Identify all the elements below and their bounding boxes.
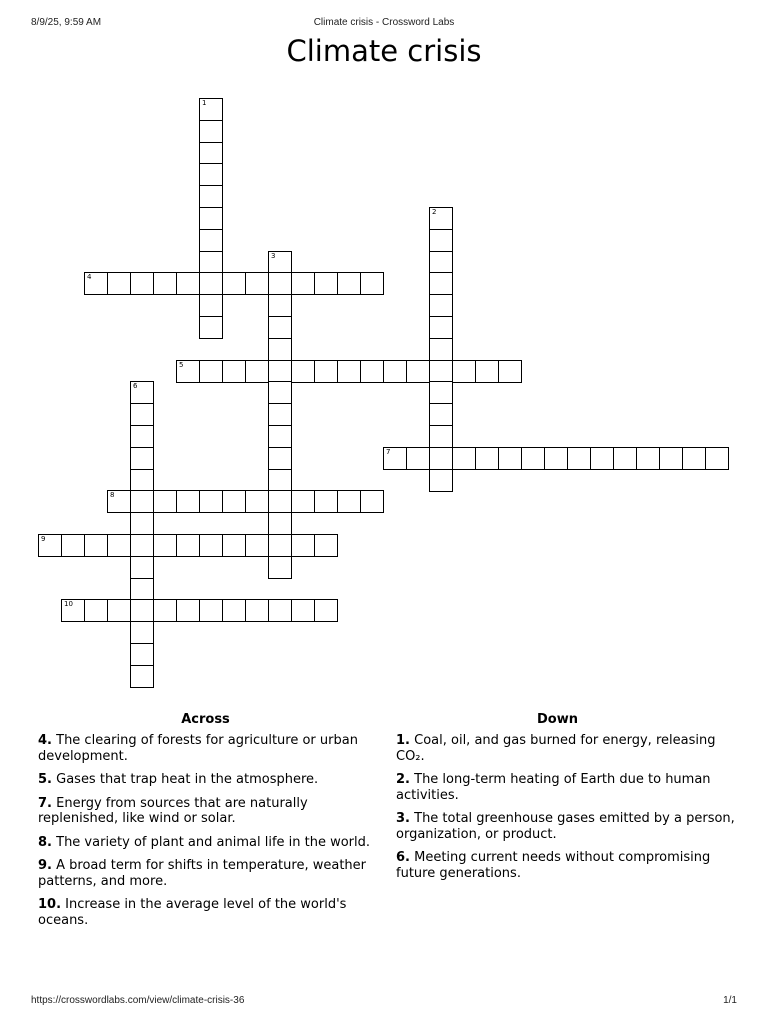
crossword-cell[interactable]	[61, 599, 85, 622]
crossword-cell[interactable]	[268, 512, 292, 535]
crossword-cell[interactable]	[268, 381, 292, 404]
crossword-cell[interactable]	[429, 403, 453, 426]
crossword-cell[interactable]	[176, 360, 200, 383]
crossword-cell[interactable]	[153, 534, 177, 557]
crossword-cell[interactable]	[199, 120, 223, 143]
crossword-cell[interactable]	[107, 599, 131, 622]
crossword-cell[interactable]	[337, 490, 361, 513]
crossword-cell[interactable]	[245, 490, 269, 513]
crossword-cell[interactable]	[130, 403, 154, 426]
crossword-cell[interactable]	[291, 490, 315, 513]
crossword-cell[interactable]	[590, 447, 614, 470]
clue-text: The total greenhouse gases emitted by a person, organization, or product.	[396, 811, 735, 842]
crossword-cell[interactable]	[268, 425, 292, 448]
crossword-cell[interactable]	[268, 272, 292, 295]
crossword-cell[interactable]	[130, 578, 154, 601]
crossword-cell[interactable]	[475, 447, 499, 470]
crossword-cell[interactable]	[291, 534, 315, 557]
crossword-cell[interactable]	[222, 490, 246, 513]
clue-across-8	[38, 835, 373, 851]
crossword-cell[interactable]	[245, 272, 269, 295]
crossword-cell[interactable]	[245, 534, 269, 557]
crossword-cell[interactable]	[130, 272, 154, 295]
crossword-cell[interactable]	[199, 316, 223, 339]
cell-clue-number: 5	[179, 360, 184, 369]
crossword-cell[interactable]	[84, 534, 108, 557]
crossword-cell[interactable]	[268, 447, 292, 470]
crossword-cell[interactable]	[429, 272, 453, 295]
crossword-cell[interactable]	[153, 599, 177, 622]
crossword-cell[interactable]	[636, 447, 660, 470]
crossword-cell[interactable]	[360, 360, 384, 383]
crossword-cell[interactable]	[406, 447, 430, 470]
crossword-cell[interactable]	[613, 447, 637, 470]
print-page-title: Climate crisis - Crossword Labs	[313, 17, 455, 28]
crossword-cell[interactable]	[429, 316, 453, 339]
crossword-cell[interactable]	[199, 490, 223, 513]
crossword-cell[interactable]	[659, 447, 683, 470]
crossword-cell[interactable]	[130, 447, 154, 470]
crossword-cell[interactable]	[199, 534, 223, 557]
clue-text: Meeting current needs without compromising future generations.	[396, 850, 711, 881]
crossword-cell[interactable]	[360, 490, 384, 513]
crossword-cell[interactable]	[268, 490, 292, 513]
crossword-cell[interactable]	[130, 599, 154, 622]
crossword-cell[interactable]	[268, 251, 292, 274]
crossword-cell[interactable]	[199, 185, 223, 208]
crossword-cell[interactable]	[176, 272, 200, 295]
crossword-cell[interactable]	[705, 447, 729, 470]
print-datetime: 8/9/25, 9:59 AM	[31, 17, 102, 28]
clue-across-9	[38, 858, 373, 889]
crossword-cell[interactable]	[429, 338, 453, 361]
crossword-cell[interactable]	[268, 469, 292, 492]
crossword-cell[interactable]	[268, 294, 292, 317]
crossword-cell[interactable]	[199, 272, 223, 295]
clue-down-2	[396, 772, 741, 803]
crossword-cell[interactable]	[199, 207, 223, 230]
crossword-cell[interactable]	[130, 621, 154, 644]
crossword-cell[interactable]	[337, 272, 361, 295]
crossword-cell[interactable]	[521, 447, 545, 470]
crossword-cell[interactable]	[314, 599, 338, 622]
clue-text: A broad term for shifts in temperature, weather patterns, and more.	[38, 858, 366, 889]
crossword-cell[interactable]	[314, 360, 338, 383]
crossword-cell[interactable]	[429, 425, 453, 448]
crossword-cell[interactable]	[291, 599, 315, 622]
crossword-cell[interactable]	[153, 272, 177, 295]
crossword-cell[interactable]	[268, 403, 292, 426]
crossword-cell[interactable]	[199, 142, 223, 165]
clue-down-1	[396, 733, 741, 764]
cell-clue-number: 1	[202, 99, 207, 107]
crossword-cell[interactable]	[268, 599, 292, 622]
crossword-cell[interactable]	[245, 599, 269, 622]
cell-clue-number: 10	[64, 600, 73, 609]
crossword-cell[interactable]	[176, 534, 200, 557]
crossword-cell[interactable]	[314, 534, 338, 557]
crossword-cell[interactable]	[130, 512, 154, 535]
across-clues	[38, 712, 373, 936]
crossword-cell[interactable]	[199, 360, 223, 383]
crossword-cell[interactable]	[61, 534, 85, 557]
clue-number: 4.	[38, 733, 52, 748]
clue-across-5	[38, 772, 373, 788]
crossword-cell[interactable]	[199, 229, 223, 252]
crossword-cell[interactable]	[176, 490, 200, 513]
crossword-cell[interactable]	[544, 447, 568, 470]
crossword-cell[interactable]	[383, 447, 407, 470]
crossword-cell[interactable]	[153, 490, 177, 513]
crossword-cell[interactable]	[245, 360, 269, 383]
cell-clue-number: 4	[87, 273, 92, 282]
crossword-cell[interactable]	[475, 360, 499, 383]
clue-text: Coal, oil, and gas burned for energy, releasing CO₂.	[396, 733, 716, 764]
crossword-cell[interactable]	[268, 556, 292, 579]
crossword-cell[interactable]	[337, 360, 361, 383]
crossword-cell[interactable]	[107, 490, 131, 513]
crossword-cell[interactable]	[268, 316, 292, 339]
clue-down-3	[396, 811, 741, 842]
clue-text: The clearing of forests for agriculture or urban development.	[38, 733, 358, 764]
crossword-cell[interactable]	[222, 599, 246, 622]
crossword-cell[interactable]	[268, 360, 292, 383]
crossword-cell[interactable]	[84, 599, 108, 622]
clue-number: 3.	[396, 811, 410, 826]
crossword-cell[interactable]	[429, 251, 453, 274]
clue-across-7	[38, 796, 373, 827]
crossword-cell[interactable]	[314, 272, 338, 295]
clue-text: Gases that trap heat in the atmosphere.	[56, 772, 319, 787]
print-page-number: 1/1	[723, 995, 737, 1006]
crossword-cell[interactable]	[498, 360, 522, 383]
crossword-cell[interactable]	[567, 447, 591, 470]
crossword-cell[interactable]	[222, 534, 246, 557]
crossword-cell[interactable]	[199, 163, 223, 186]
crossword-cell[interactable]	[383, 360, 407, 383]
crossword-cell[interactable]	[452, 360, 476, 383]
puzzle-title: Climate crisis	[286, 34, 482, 68]
clue-number: 7.	[38, 795, 52, 811]
cell-clue-number: 7	[386, 447, 391, 456]
crossword-cell[interactable]	[130, 425, 154, 448]
down-heading: Down	[537, 712, 578, 727]
crossword-cell[interactable]	[268, 534, 292, 557]
crossword-cell[interactable]	[291, 272, 315, 295]
crossword-cell[interactable]	[130, 490, 154, 513]
clue-number: 8.	[38, 834, 52, 850]
clue-across-10	[38, 897, 373, 928]
crossword-cell[interactable]	[268, 338, 292, 361]
crossword-cell[interactable]	[429, 469, 453, 492]
crossword-cell[interactable]	[199, 599, 223, 622]
crossword-cell[interactable]	[107, 534, 131, 557]
crossword-cell[interactable]	[222, 360, 246, 383]
crossword-cell[interactable]	[429, 381, 453, 404]
cell-clue-number: 6	[133, 382, 138, 391]
crossword-cell[interactable]	[406, 360, 430, 383]
clue-text: Energy from sources that are naturally replenished, like wind or solar.	[38, 795, 308, 826]
cell-clue-number: 8	[110, 491, 115, 500]
cell-clue-number: 2	[432, 208, 437, 216]
clue-text: The variety of plant and animal life in the world.	[56, 834, 371, 850]
crossword-cell[interactable]	[360, 272, 384, 295]
crossword-cell[interactable]	[314, 490, 338, 513]
crossword-cell[interactable]	[291, 360, 315, 383]
crossword-cell[interactable]	[429, 294, 453, 317]
cell-clue-number: 3	[271, 251, 276, 260]
down-clues	[396, 712, 741, 889]
crossword-cell[interactable]	[199, 98, 223, 121]
clue-text: The long-term heating of Earth due to human activities.	[396, 772, 711, 803]
crossword-cell[interactable]	[199, 294, 223, 317]
clue-number: 1.	[396, 733, 410, 748]
crossword-cell[interactable]	[38, 534, 62, 557]
clue-number: 9.	[38, 858, 52, 873]
crossword-cell[interactable]	[130, 381, 154, 404]
clue-down-6	[396, 850, 741, 881]
clue-across-4	[38, 733, 373, 764]
clue-number: 2.	[396, 772, 410, 787]
clue-number: 6.	[396, 850, 410, 865]
crossword-cell[interactable]	[682, 447, 706, 470]
crossword-cell[interactable]	[498, 447, 522, 470]
crossword-cell[interactable]	[130, 534, 154, 557]
clue-number: 5.	[38, 772, 52, 787]
crossword-cell[interactable]	[452, 447, 476, 470]
crossword-cell[interactable]	[130, 469, 154, 492]
crossword-cell[interactable]	[429, 229, 453, 252]
crossword-cell[interactable]	[107, 272, 131, 295]
cell-clue-number: 9	[41, 535, 46, 543]
crossword-cell[interactable]	[199, 251, 223, 274]
crossword-cell[interactable]	[130, 556, 154, 579]
crossword-cell[interactable]	[176, 599, 200, 622]
crossword-cell[interactable]	[130, 665, 154, 688]
crossword-cell[interactable]	[429, 360, 453, 383]
crossword-cell[interactable]	[429, 447, 453, 470]
across-heading: Across	[181, 712, 230, 727]
clue-number: 10.	[38, 897, 62, 912]
crossword-cell[interactable]	[130, 643, 154, 666]
print-url: https://crosswordlabs.com/view/climate-crisis-36	[31, 995, 245, 1006]
crossword-cell[interactable]	[84, 272, 108, 295]
crossword-cell[interactable]	[222, 272, 246, 295]
clue-text: Increase in the average level of the world's oceans.	[38, 897, 347, 928]
crossword-cell[interactable]	[429, 207, 453, 230]
